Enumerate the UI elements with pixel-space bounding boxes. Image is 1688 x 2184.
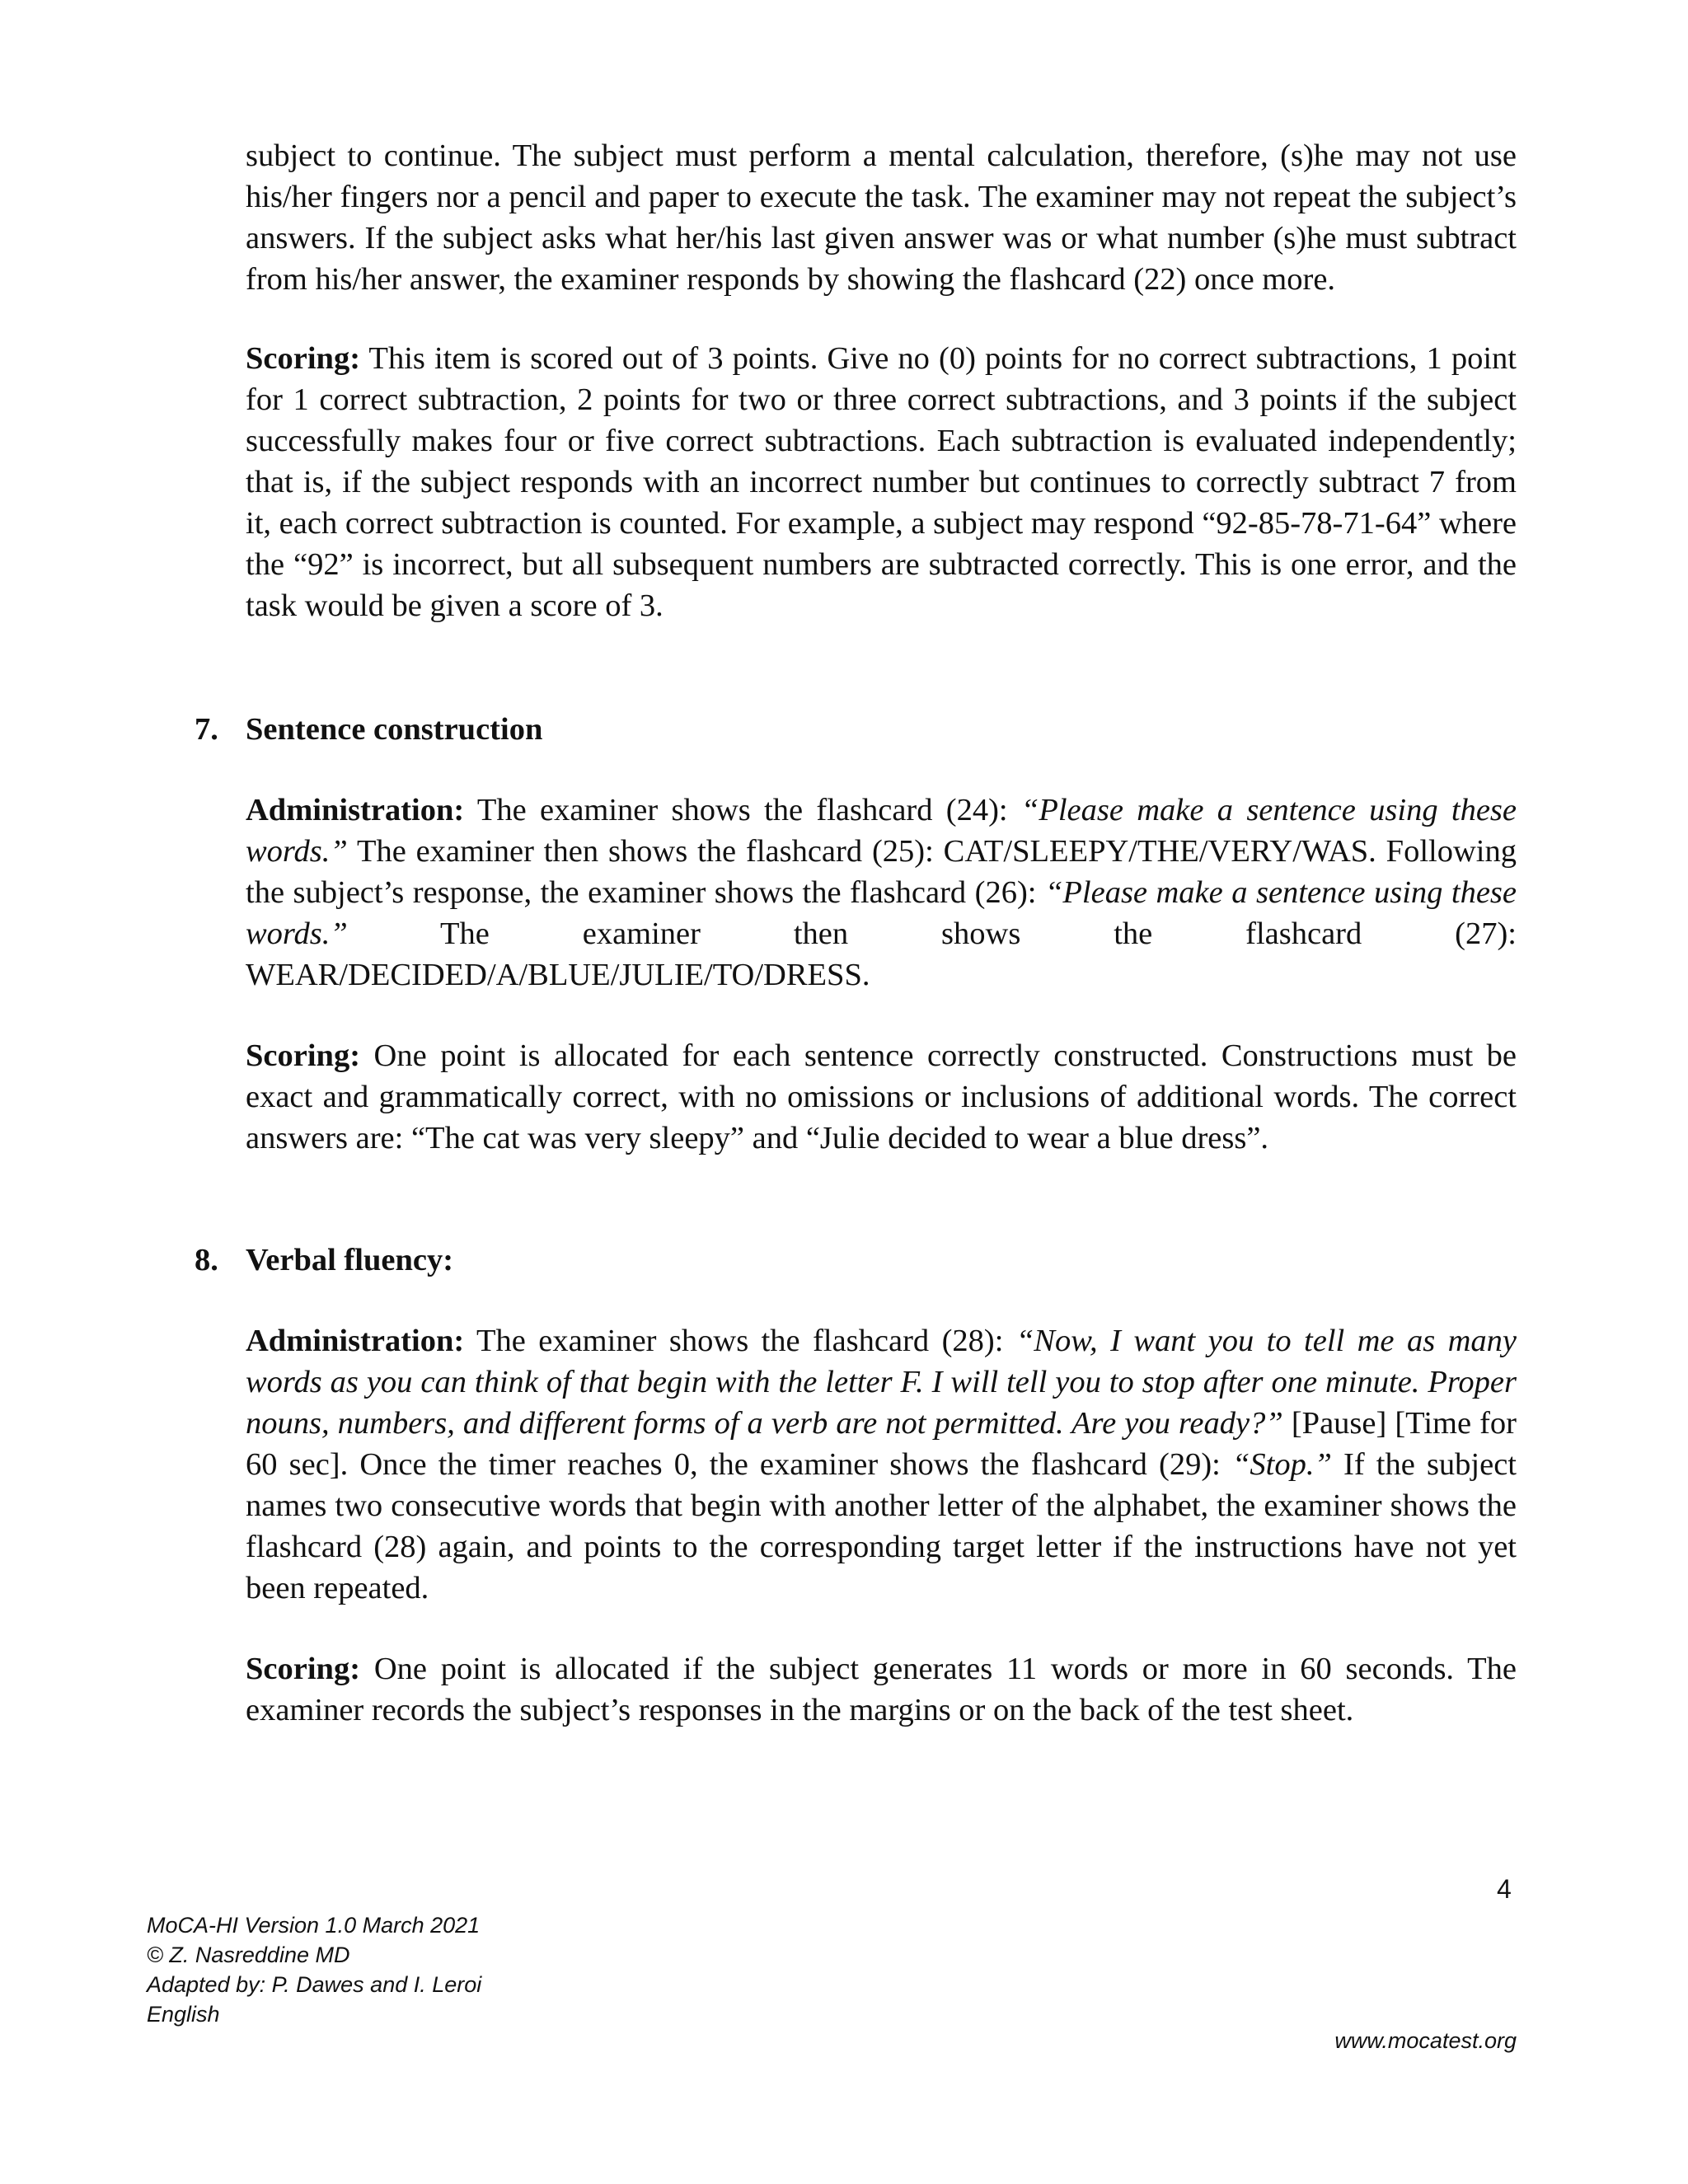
section-number: 7. [195,712,218,747]
administration-label: Administration: [246,793,465,827]
scoring-text: One point is allocated if the subject generates 11 words or more in 60 seconds. The examiner records the subject’s responses in the margins or on the back of the test sheet. [246,1652,1517,1727]
section-7-scoring [246,1035,1517,1159]
scoring-label: Scoring: [246,341,361,376]
subtraction-scoring-paragraph [246,338,1517,626]
scoring-label: Scoring: [246,1652,361,1686]
section-7-administration [246,790,1517,996]
administration-text: The examiner then shows the flashcard (25): CAT/SLEEPY/THE/VERY/WAS. Following the subject’s response, the examiner shows the flashcard (26): [246,834,1517,910]
scoring-text: This item is scored out of 3 points. Give no (0) points for no correct subtractions, 1 point for 1 correct subtraction, 2 points for two or three correct subtractions, and 3 points if the subject successfully makes four or five correct subtractions. Each subtraction is evaluated independently; that is, if the subject responds with an incorrect number but continues to correctly subtract 7 from it, each correct subtraction is counted. For example, a subject may respond “92-85-78-71-64” where the “92” is incorrect, but all subsequent numbers are subtracted correctly. This is one error, and the task would be given a score of 3. [246,341,1517,623]
section-8-scoring [246,1648,1517,1731]
section-8-administration [246,1320,1517,1609]
footer-credits [147,1910,481,2029]
administration-quote: “Now, I want you to tell me as many words as you can think of that begin with the letter F. I will tell you to stop after one minute. Proper nouns, numbers, and different forms of a verb are not permitted. Are you ready?” [246,1324,1517,1441]
administration-text: The examiner shows the flashcard (24): [464,793,1021,827]
footer-version: MoCA-HI Version 1.0 March 2021 [147,1913,481,1938]
page-number: 4 [1497,1874,1512,1904]
section-title: Verbal fluency: [246,1243,454,1277]
administration-label: Administration: [246,1324,465,1358]
administration-quote: “Please make a sentence using these words.” [246,793,1517,869]
scoring-text: One point is allocated for each sentence correctly constructed. Constructions must be exact and grammatically correct, with no omissions or inclusions of additional words. The correct answers are: “The cat was very sleepy” and “Julie decided to wear a blue dress”. [246,1038,1517,1155]
administration-text: The examiner then shows the flashcard (27): WEAR/DECIDED/A/BLUE/JULIE/TO/DRESS. [246,916,1517,992]
scoring-label: Scoring: [246,1038,361,1073]
administration-text: The examiner shows the flashcard (28): [464,1324,1016,1358]
section-title: Sentence construction [246,712,543,747]
administration-quote: “Stop.” [1232,1447,1332,1482]
continuation-text: subject to continue. The subject must perform a mental calculation, therefore, (s)he may not use his/her fingers nor a pencil and paper to execute the task. The examiner may not repeat the subject’s answers. If the subject asks what her/his last given answer was or what number (s)he must subtract from his/her answer, the examiner responds by showing the flashcard (22) once more. [246,138,1517,297]
footer-url: www.mocatest.org [1334,2028,1517,2053]
footer-language: English [147,2002,220,2027]
administration-quote: “Please make a sentence using these words.” [246,875,1517,951]
administration-text: If the subject names two consecutive words that begin with another letter of the alphabet, the examiner shows the flashcard (28) again, and points to the corresponding target letter if the instructions have not yet been repeated. [246,1447,1517,1605]
footer-adapted-by: Adapted by: P. Dawes and I. Leroi [147,1972,482,1997]
continuation-paragraph [246,135,1517,300]
section-8-heading [195,1240,1513,1281]
section-number: 8. [195,1243,218,1277]
section-7-heading [195,709,1513,750]
footer-copyright: © Z. Nasreddine MD [147,1943,350,1967]
administration-text: [Pause] [Time for 60 sec]. Once the timer reaches 0, the examiner shows the flashcard (29): [246,1406,1517,1482]
